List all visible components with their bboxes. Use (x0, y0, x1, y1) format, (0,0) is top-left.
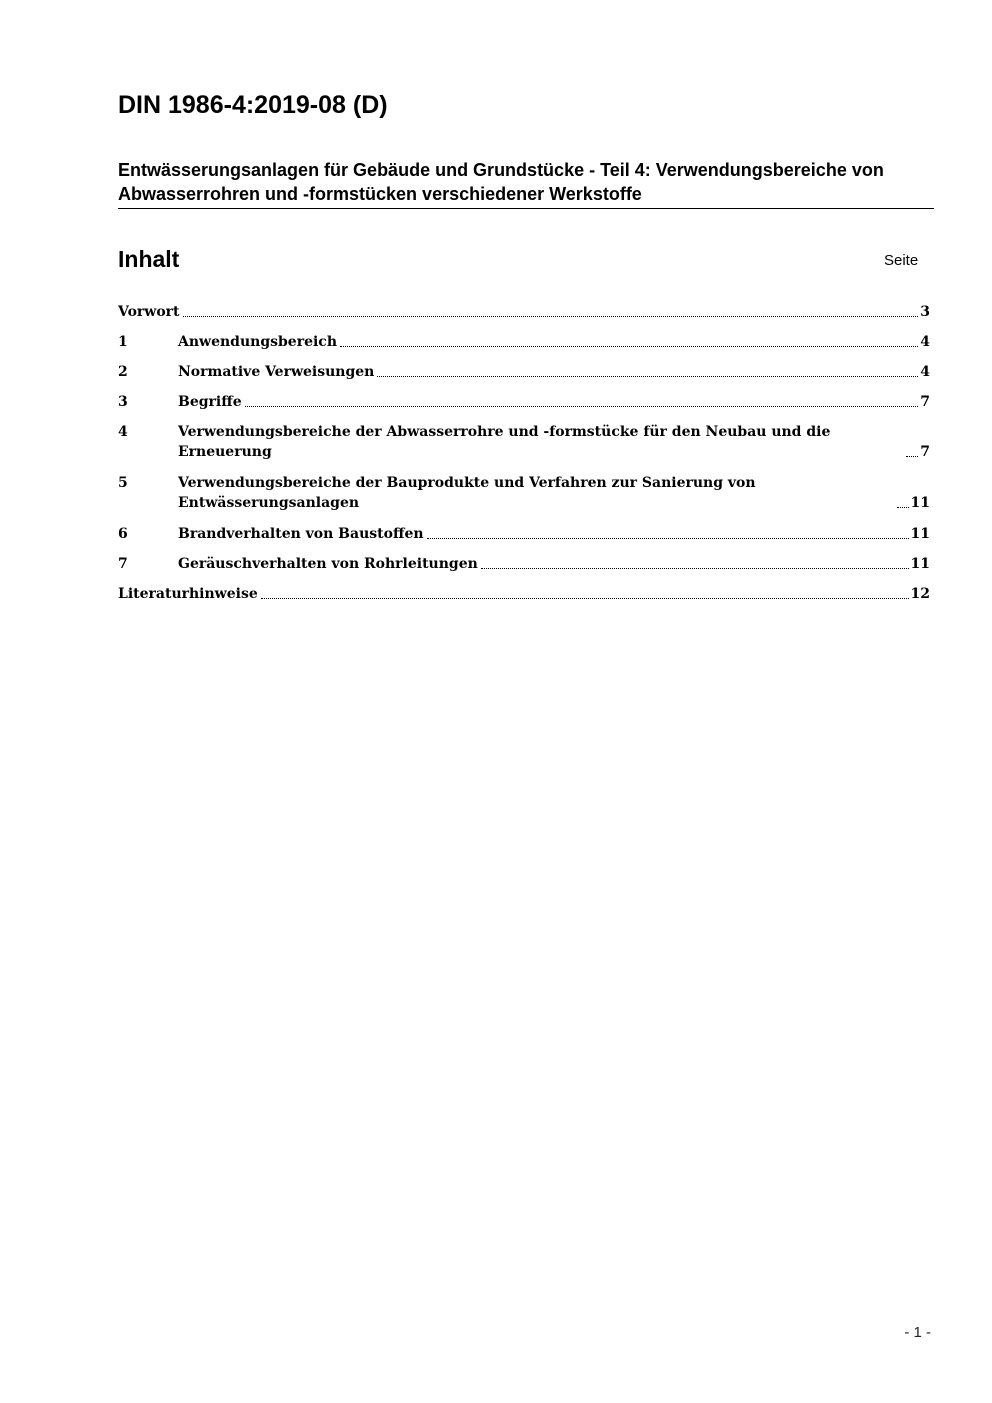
toc-entry-page: 11 (910, 556, 930, 572)
toc-entry-number: 6 (118, 526, 128, 542)
toc-entry-body (178, 362, 930, 382)
document-id: DIN 1986-4:2019-08 (D) (118, 91, 388, 119)
toc-entry-page: 4 (920, 364, 930, 380)
toc-entry-number: 3 (118, 394, 128, 410)
toc-entry-number: 7 (118, 556, 128, 572)
toc-entry-title[interactable]: Verwendungsbereiche der Abwasserrohre und -formstücke für den Neubau und die Erneuerung (178, 424, 831, 460)
toc-entry-body (178, 473, 930, 513)
page-number: - 1 - (904, 1324, 931, 1341)
table-of-contents (118, 302, 930, 614)
dot-leader (261, 598, 909, 599)
toc-entry-page: 3 (920, 304, 930, 320)
toc-entry-title[interactable]: Brandverhalten von Baustoffen (178, 526, 424, 542)
toc-entry-7[interactable] (118, 554, 930, 574)
toc-entry-body (178, 524, 930, 544)
toc-entry-5[interactable] (118, 473, 930, 513)
toc-entry-body (178, 392, 930, 412)
toc-entry-title[interactable]: Vorwort (118, 304, 180, 320)
toc-entry-bibliography[interactable] (118, 584, 930, 604)
toc-entry-body (118, 302, 930, 322)
toc-entry-title[interactable]: Literaturhinweise (118, 586, 258, 602)
toc-entry-title[interactable]: Geräuschverhalten von Rohrleitungen (178, 556, 478, 572)
dot-leader (897, 507, 909, 508)
dot-leader (377, 376, 918, 377)
toc-entry-number: 2 (118, 364, 128, 380)
toc-entry-page: 11 (910, 526, 930, 542)
toc-entry-body (178, 554, 930, 574)
toc-entry-number: 4 (118, 424, 128, 440)
toc-entry-number: 1 (118, 334, 128, 350)
page-column-label: Seite (884, 252, 919, 269)
dot-leader (481, 568, 909, 569)
toc-entry-body (178, 422, 930, 462)
toc-entry-1[interactable] (118, 332, 930, 352)
toc-entry-title[interactable]: Begriffe (178, 394, 242, 410)
dot-leader (427, 538, 909, 539)
toc-entry-foreword[interactable] (118, 302, 930, 322)
toc-entry-page: 11 (910, 495, 930, 511)
toc-entry-title[interactable]: Verwendungsbereiche der Bauprodukte und Verfahren zur Sanierung von Entwässerungsanlagen (178, 475, 756, 511)
toc-entry-2[interactable] (118, 362, 930, 382)
contents-heading: Inhalt (118, 246, 180, 272)
dot-leader (245, 406, 919, 407)
document-title: Entwässerungsanlagen für Gebäude und Grundstücke - Teil 4: Verwendungsbereiche von Abwasserrohren und -formstücken verschiedener Werkstoffe (118, 158, 934, 209)
toc-entry-page: 4 (920, 334, 930, 350)
dot-leader (906, 456, 918, 457)
dot-leader (340, 346, 918, 347)
toc-entry-page: 7 (920, 444, 930, 460)
toc-entry-page: 7 (920, 394, 930, 410)
toc-entry-4[interactable] (118, 422, 930, 462)
toc-entry-body (118, 584, 930, 604)
toc-entry-number: 5 (118, 475, 128, 491)
toc-entry-page: 12 (910, 586, 930, 602)
dot-leader (183, 316, 919, 317)
toc-entry-title[interactable]: Anwendungsbereich (178, 334, 337, 350)
toc-entry-6[interactable] (118, 524, 930, 544)
toc-entry-3[interactable] (118, 392, 930, 412)
toc-entry-title[interactable]: Normative Verweisungen (178, 364, 375, 380)
toc-entry-body (178, 332, 930, 352)
